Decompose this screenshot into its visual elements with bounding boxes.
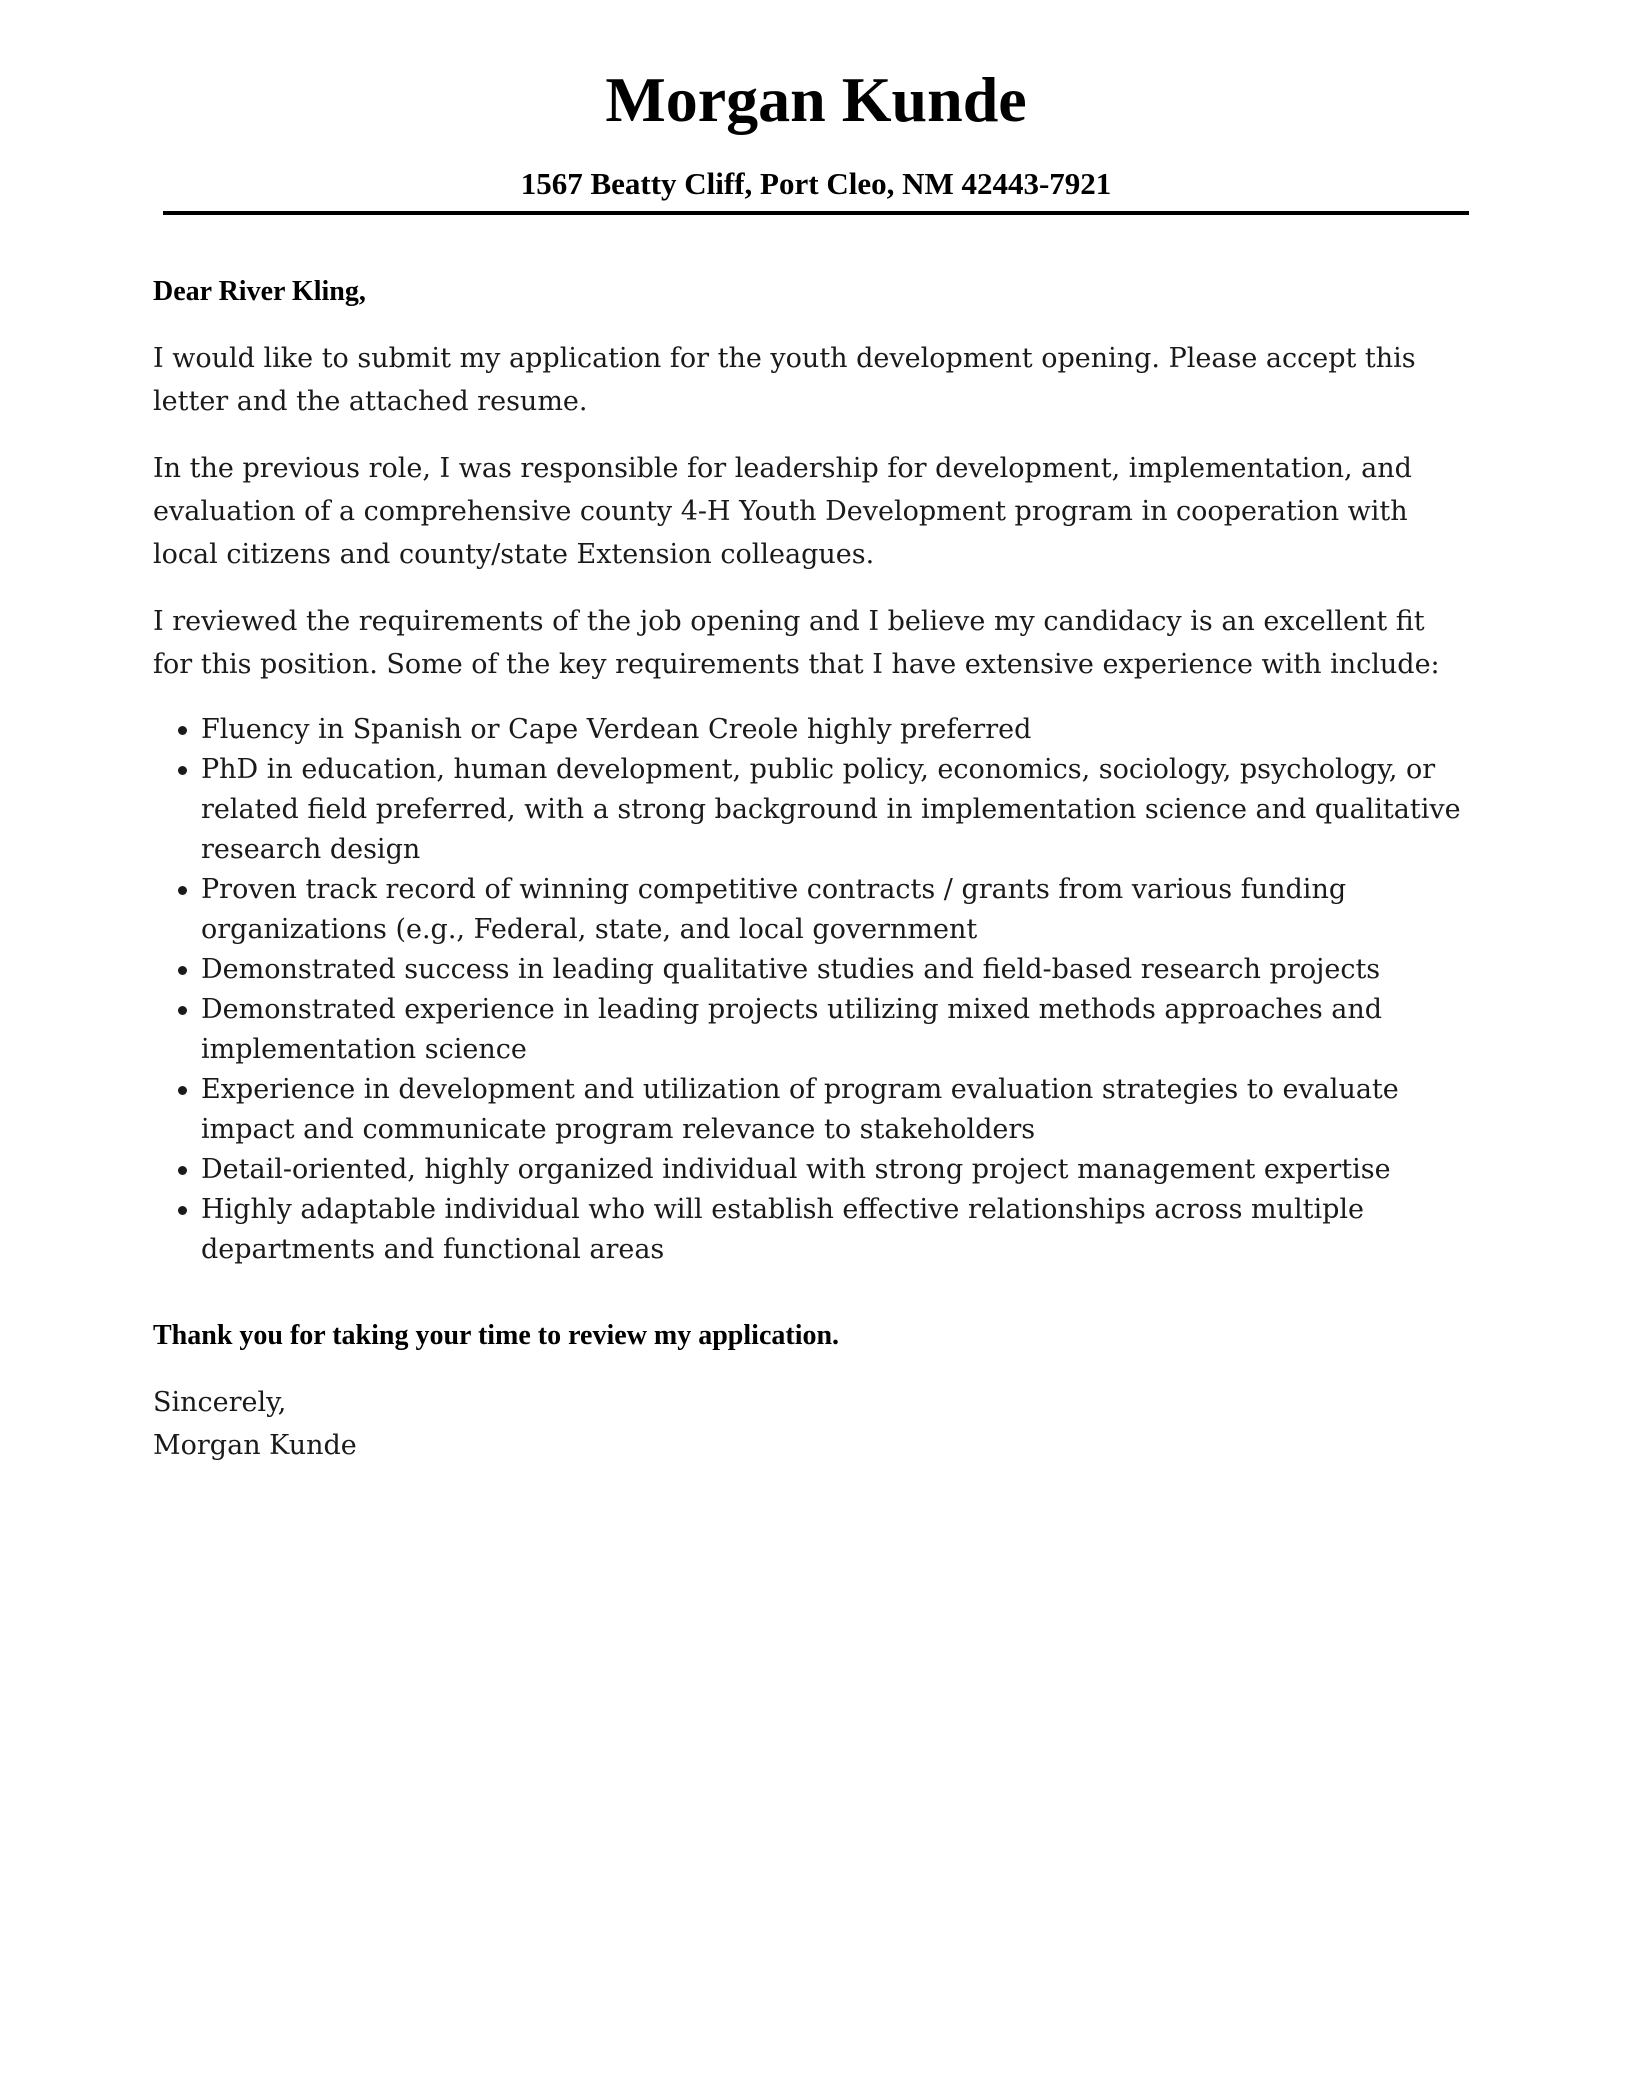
bullet-icon — [178, 966, 187, 975]
bullet-icon — [178, 766, 187, 775]
signoff: Sincerely, — [153, 1387, 287, 1418]
paragraph-previous-role: In the previous role, I was responsible for leadership for development, implementation, and evaluation of a comprehensive county 4-H Youth Development program in cooperation with local citizens and county/state Extension colleagues. — [153, 453, 1412, 570]
requirement-text: Highly adaptable individual who will establish effective relationships across multiple departments and functional areas — [201, 1194, 1365, 1265]
list-item — [153, 990, 1471, 1070]
closing-line: Thank you for taking your time to review my application. — [153, 1320, 840, 1351]
bullet-icon — [178, 726, 187, 735]
applicant-name: Morgan Kunde — [605, 64, 1027, 135]
requirement-text: Demonstrated success in leading qualitative studies and field-based research projects — [201, 954, 1381, 985]
bullet-icon — [178, 886, 187, 895]
signature-name: Morgan Kunde — [153, 1430, 357, 1461]
bullet-icon — [178, 1006, 187, 1015]
header-divider — [163, 211, 1469, 215]
requirement-text: Experience in development and utilization of program evaluation strategies to evaluate impact and communicate program relevance to stakeholders — [201, 1074, 1399, 1145]
list-item — [153, 1150, 1471, 1190]
letter-body — [153, 270, 1471, 1467]
bullet-icon — [178, 1166, 187, 1175]
list-item — [153, 1070, 1471, 1150]
list-item — [153, 1190, 1471, 1270]
bullet-icon — [178, 1206, 187, 1215]
list-item — [153, 750, 1471, 870]
requirements-list — [153, 710, 1471, 1270]
requirement-text: PhD in education, human development, public policy, economics, sociology, psychology, or related field preferred, with a strong background in implementation science and qualitative research design — [201, 754, 1461, 865]
requirement-text: Demonstrated experience in leading projects utilizing mixed methods approaches and implementation science — [201, 994, 1383, 1065]
list-item — [153, 870, 1471, 950]
list-item — [153, 710, 1471, 750]
list-item — [153, 950, 1471, 990]
applicant-address: 1567 Beatty Cliff, Port Cleo, NM 42443-7921 — [520, 166, 1112, 201]
bullet-icon — [178, 1086, 187, 1095]
paragraph-requirements-intro: I reviewed the requirements of the job opening and I believe my candidacy is an excellent fit for this position. Some of the key requirements that I have extensive experience with include: — [153, 606, 1440, 680]
requirement-text: Fluency in Spanish or Cape Verdean Creole highly preferred — [201, 714, 1032, 745]
salutation: Dear River Kling, — [153, 276, 366, 307]
requirement-text: Proven track record of winning competitive contracts / grants from various funding organizations (e.g., Federal, state, and local government — [201, 874, 1347, 945]
requirement-text: Detail-oriented, highly organized individual with strong project management expertise — [201, 1154, 1391, 1185]
paragraph-intro: I would like to submit my application for the youth development opening. Please accept this letter and the attached resume. — [153, 343, 1416, 417]
